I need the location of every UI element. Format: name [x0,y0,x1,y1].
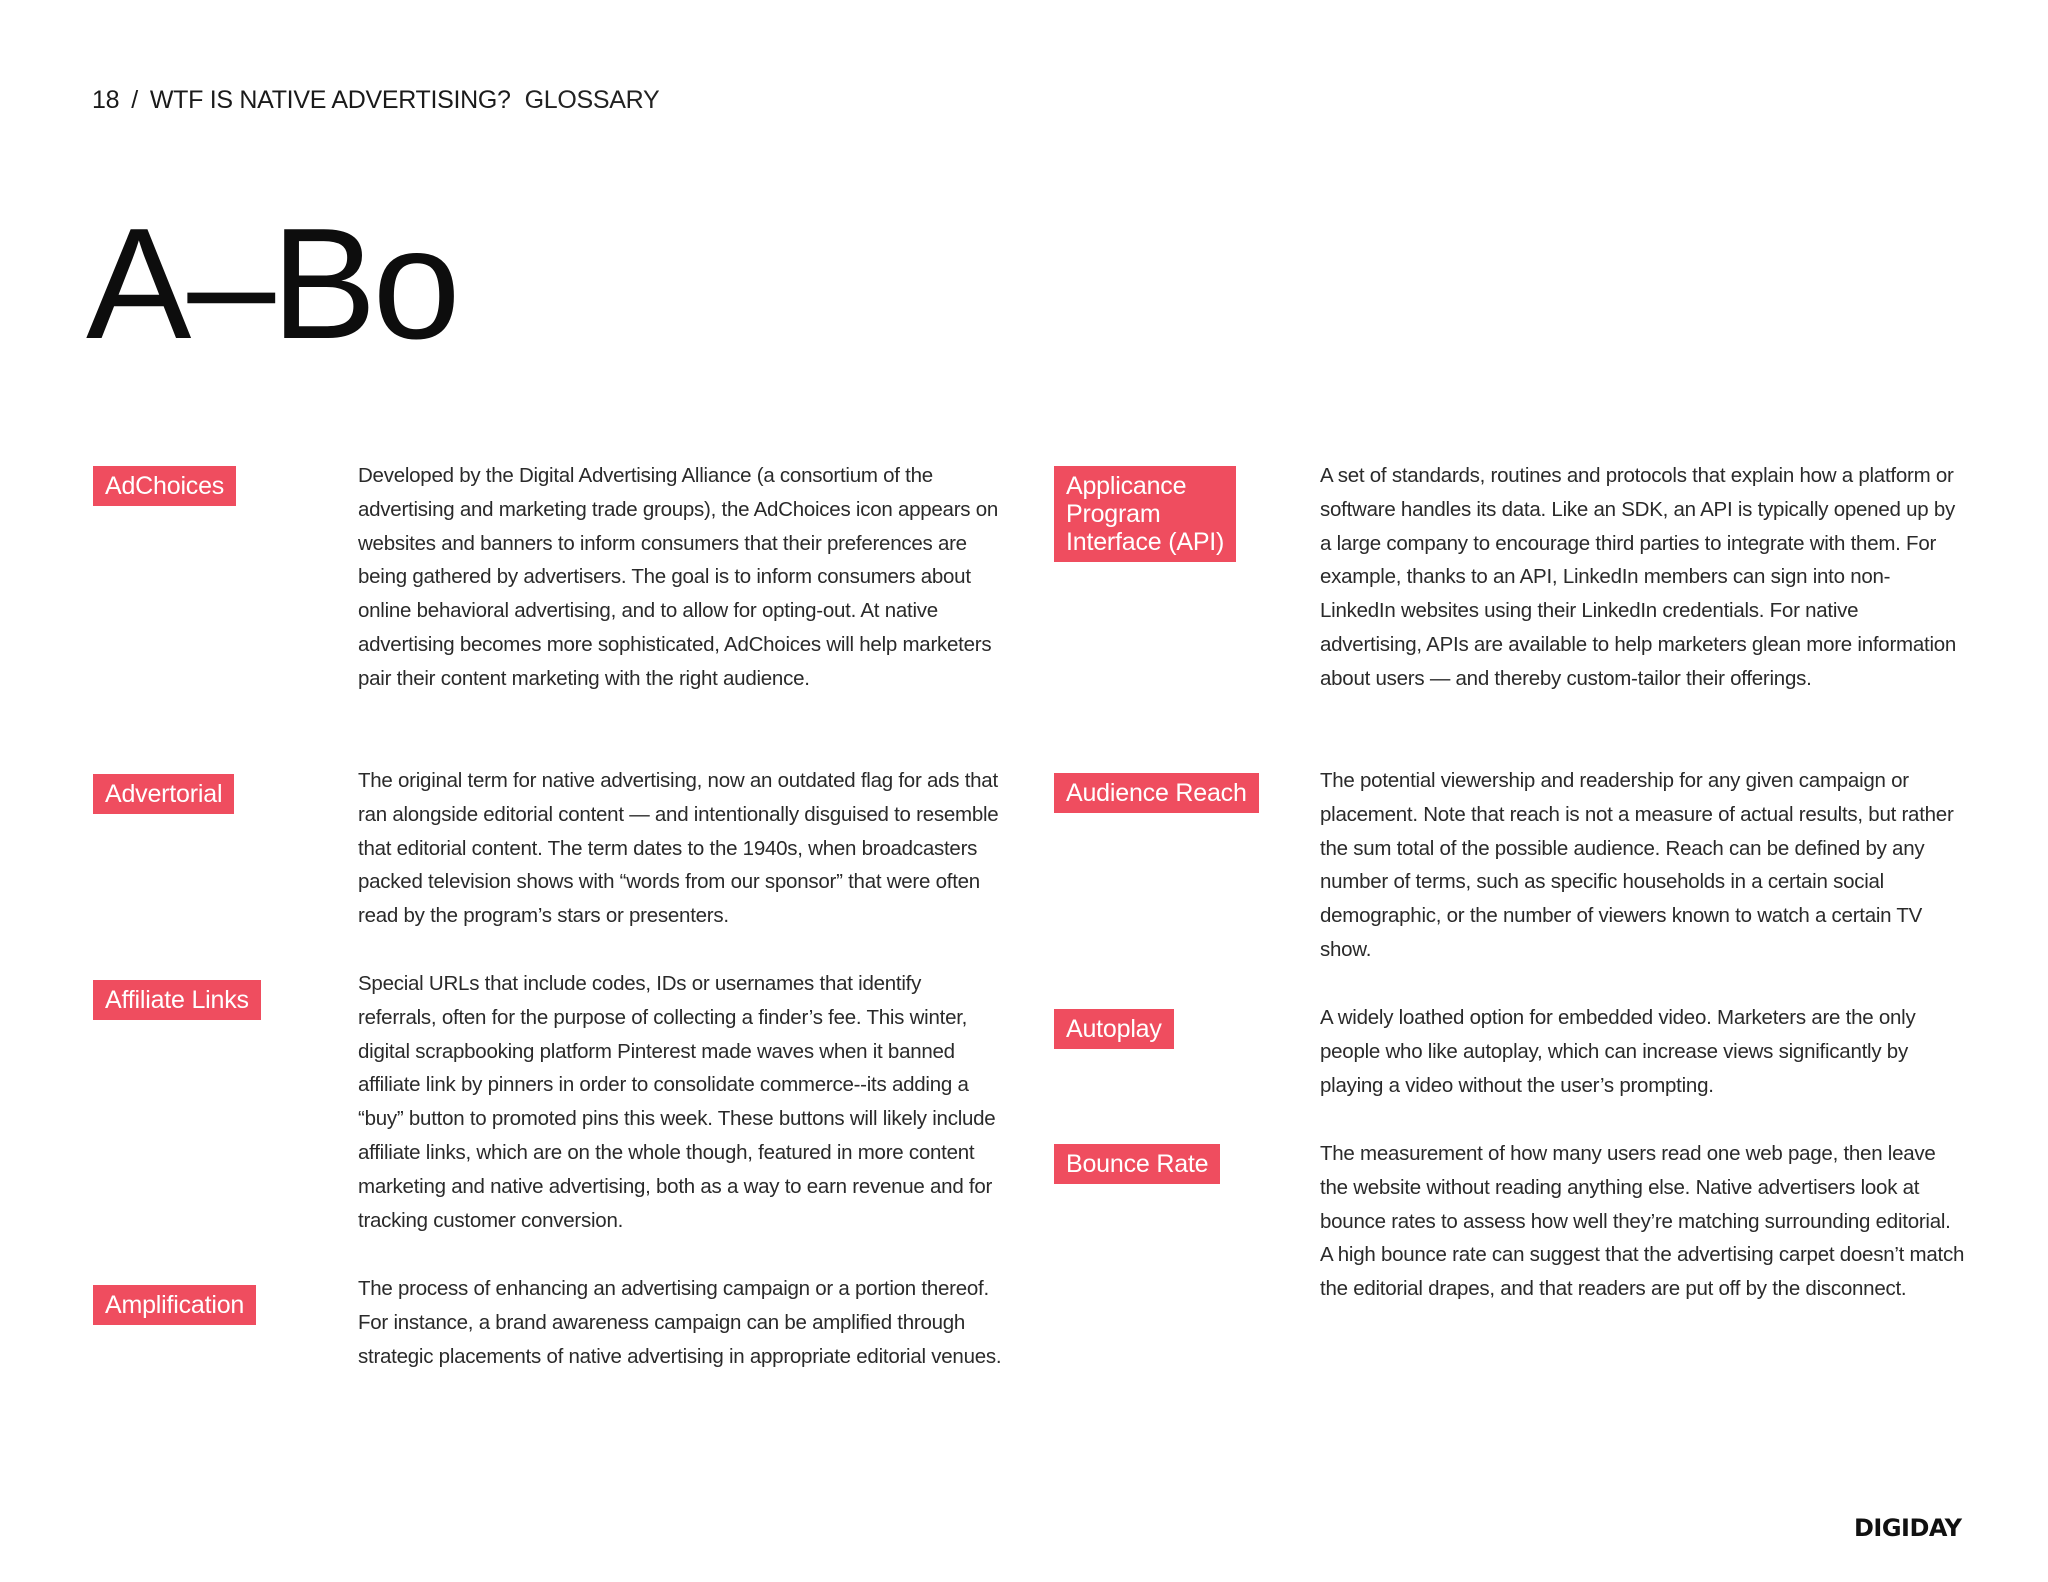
page-title: A–Bo [86,196,457,372]
glossary-definition: Special URLs that include codes, IDs or usernames that identify referrals, often for the purpose of collecting a finder’s fee. This winter, digital scrapbooking platform Pinterest made waves when it banned affiliate link by pinners in order to consolidate commerce--its adding a “buy” button to promoted pins this week. These buttons will likely include affiliate links, which are on the whole though, featured in more content marketing and native advertising, both as a way to earn revenue and for tracking customer conversion. [358,972,996,1232]
page-number: 18 [92,86,120,114]
glossary-definition: The potential viewership and readership for any given campaign or placement. Note that reach is not a measure of actual results, but rather the sum total of the possible audience. Reach can be defined by any number of terms, such as specific households in a certain social demographic, or the number of viewers known to watch a certain TV show. [1320,769,1954,961]
glossary-term: Affiliate Links [93,980,261,1020]
page-header [92,86,659,115]
glossary-definition: A set of standards, routines and protocols that explain how a platform or software handles its data. Like an SDK, an API is typically opened up by a large company to encourage third parties to integrate with them. For example, thanks to an API, LinkedIn members can sign into non-LinkedIn websites using their LinkedIn credentials. For native advertising, APIs are available to help marketers glean more information about users — and thereby custom-tailor their offerings. [1320,464,1957,690]
digiday-logo: DIGIDAY [1854,1514,1962,1542]
glossary-term: Bounce Rate [1054,1144,1220,1184]
glossary-term: Amplification [93,1285,256,1325]
document-title: WTF IS NATIVE ADVERTISING? [149,86,511,114]
glossary-term: Applicance Program Interface (API) [1054,466,1236,562]
glossary-term: Autoplay [1054,1009,1174,1049]
glossary-term: Audience Reach [1054,773,1259,813]
glossary-definition: A widely loathed option for embedded video. Marketers are the only people who like autoplay, which can increase views significantly by playing a video without the user’s prompting. [1320,1006,1916,1097]
glossary-definition: The process of enhancing an advertising campaign or a portion thereof. For instance, a brand awareness campaign can be amplified through strategic placements of native advertising in appropriate editorial venues. [358,1277,1002,1368]
glossary-term: AdChoices [93,466,236,506]
glossary-term: Advertorial [93,774,234,814]
section-name: GLOSSARY [524,86,660,114]
glossary-definition: The measurement of how many users read one web page, then leave the website without reading anything else. Native advertisers look at bounce rates to assess how well they’re matching surrounding editorial. A high bounce rate can suggest that the advertising carpet doesn’t match the editorial drapes, and that readers are put off by the disconnect. [1320,1142,1965,1301]
glossary-definition: The original term for native advertising, now an outdated flag for ads that ran alongside editorial content — and intentionally disguised to resemble that editorial content. The term dates to the 1940s, when broadcasters packed television shows with “words from our sponsor” that were often read by the program’s stars or presenters. [358,769,999,928]
glossary-definition: Developed by the Digital Advertising Alliance (a consortium of the advertising and marketing trade groups), the AdChoices icon appears on websites and banners to inform consumers that their preferences are being gathered by advertisers. The goal is to inform consumers about online behavioral advertising, and to allow for opting-out. At native advertising becomes more sophisticated, AdChoices will help marketers pair their content marketing with the right audience. [358,464,999,690]
header-separator: / [131,86,138,114]
